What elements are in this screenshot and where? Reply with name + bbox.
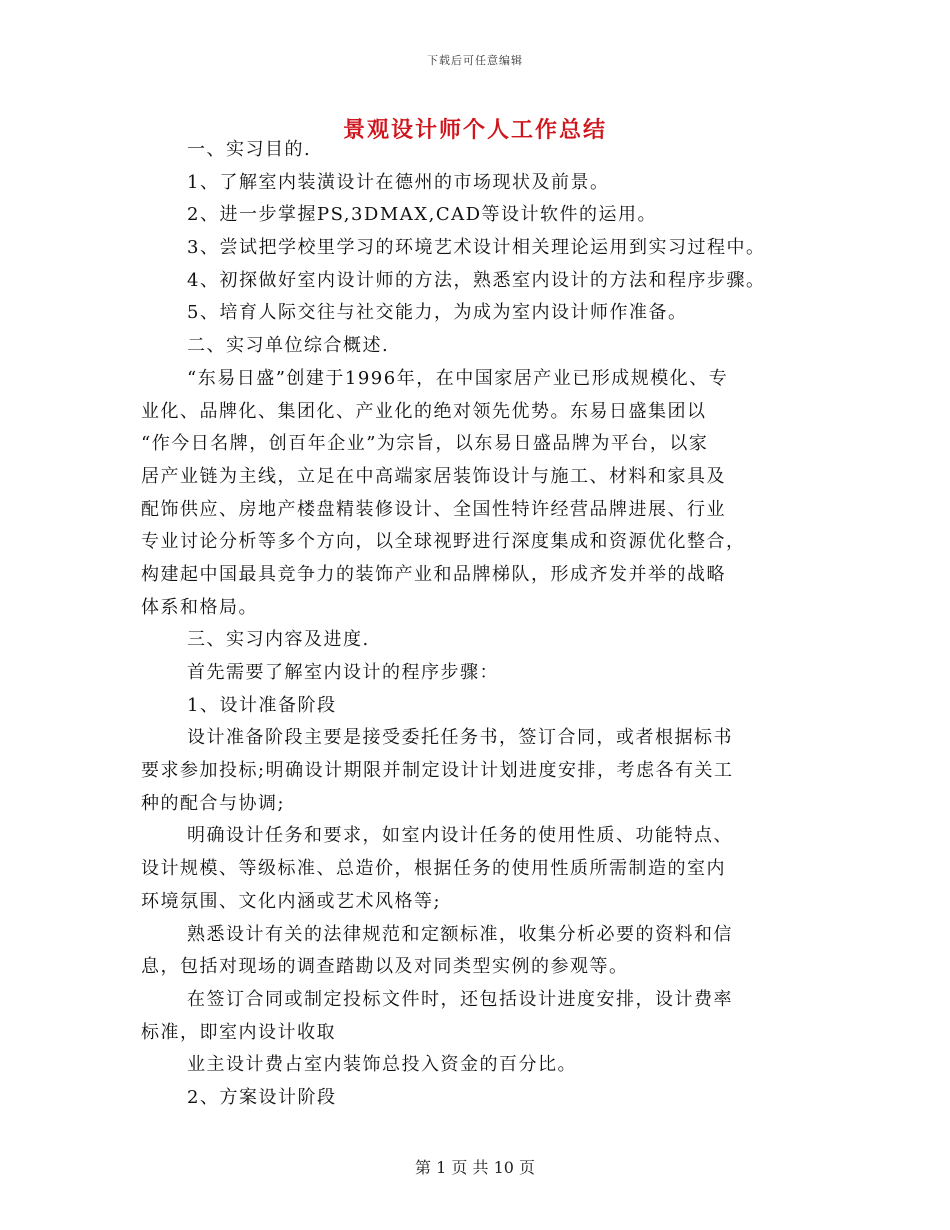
footer-ye: 页: [519, 1158, 536, 1177]
paragraph-line: 构建起中国最具竞争力的装饰产业和品牌梯队，形成齐发并举的战略: [141, 563, 726, 585]
paragraph-line: 设计准备阶段主要是接受委托任务书，签订合同，或者根据标书: [187, 727, 733, 749]
paragraph-line: 息，包括对现场的调查踏勘以及对同类型实例的参观等。: [141, 956, 629, 978]
paragraph-line: 业化、品牌化、集团化、产业化的绝对领先优势。东易日盛集团以: [141, 400, 707, 422]
paragraph-line: “东易日盛”创建于1996年，在中国家居产业已形成规模化、专: [187, 367, 729, 389]
paragraph-line: 体系和格局。: [141, 596, 258, 618]
document-body: [141, 134, 831, 1115]
paragraph-line: 熟悉设计有关的法律规范和定额标准，收集分析必要的资料和信: [187, 923, 733, 945]
subsection-heading: 1、设计准备阶段: [187, 694, 337, 716]
footer-page-number: 1: [436, 1158, 447, 1177]
paragraph-line: 标准，即室内设计收取: [141, 1021, 336, 1043]
paragraph-line: 种的配合与协调;: [141, 792, 286, 814]
paragraph-line: 环境氛围、文化内涵或艺术风格等;: [141, 890, 442, 912]
section-heading: 三、实习内容及进度.: [187, 629, 370, 651]
document-title: 景观设计师个人工作总结: [342, 117, 607, 143]
paragraph-line: 明确设计任务和要求，如室内设计任务的使用性质、功能特点、: [187, 825, 733, 847]
subsection-heading: 2、方案设计阶段: [187, 1086, 337, 1108]
paragraph-line: 首先需要了解室内设计的程序步骤：: [187, 662, 499, 683]
paragraph-line: 居产业链为主线，立足在中高端家居装饰设计与施工、材料和家具及: [141, 465, 726, 487]
list-item: 5、培育人际交往与社交能力，为成为室内设计师作准备。: [187, 302, 688, 324]
paragraph-line: 业主设计费占室内装饰总投入资金的百分比。: [187, 1054, 577, 1076]
footer-ye: 页: [451, 1158, 468, 1177]
paragraph-line: 要求参加投标;明确设计期限并制定设计计划进度安排，考虑各有关工: [141, 760, 734, 782]
list-item: 1、了解室内装潢设计在德州的市场现状及前景。: [187, 171, 610, 193]
list-item: 3、尝试把学校里学习的环境艺术设计相关理论运用到实习过程中。: [187, 237, 766, 259]
page-footer: [0, 1155, 950, 1178]
list-item: 2、进一步掌握PS,3DMAX,CAD等设计软件的运用。: [187, 204, 658, 226]
footer-gong: 共: [472, 1158, 489, 1177]
list-item: 4、初探做好室内设计师的方法，熟悉室内设计的方法和程序步骤。: [187, 269, 766, 291]
section-heading: 一、实习目的.: [187, 139, 312, 160]
paragraph-line: 专业讨论分析等多个方向，以全球视野进行深度集成和资源优化整合，: [141, 531, 746, 553]
page-header: 下载后可任意编辑: [427, 54, 523, 67]
paragraph-line: 设计规模、等级标准、总造价，根据任务的使用性质所需制造的室内: [141, 858, 726, 880]
footer-di: 第: [414, 1158, 431, 1177]
footer-total-pages: 10: [493, 1158, 514, 1177]
section-heading: 二、实习单位综合概述.: [187, 335, 390, 357]
paragraph-line: 在签订合同或制定投标文件时，还包括设计进度安排，设计费率: [187, 988, 733, 1010]
paragraph-line: 配饰供应、房地产楼盘精装修设计、全国性特许经营品牌进展、行业: [141, 498, 726, 520]
paragraph-line: “作今日名牌，创百年企业”为宗旨，以东易日盛品牌为平台，以家: [141, 433, 709, 455]
